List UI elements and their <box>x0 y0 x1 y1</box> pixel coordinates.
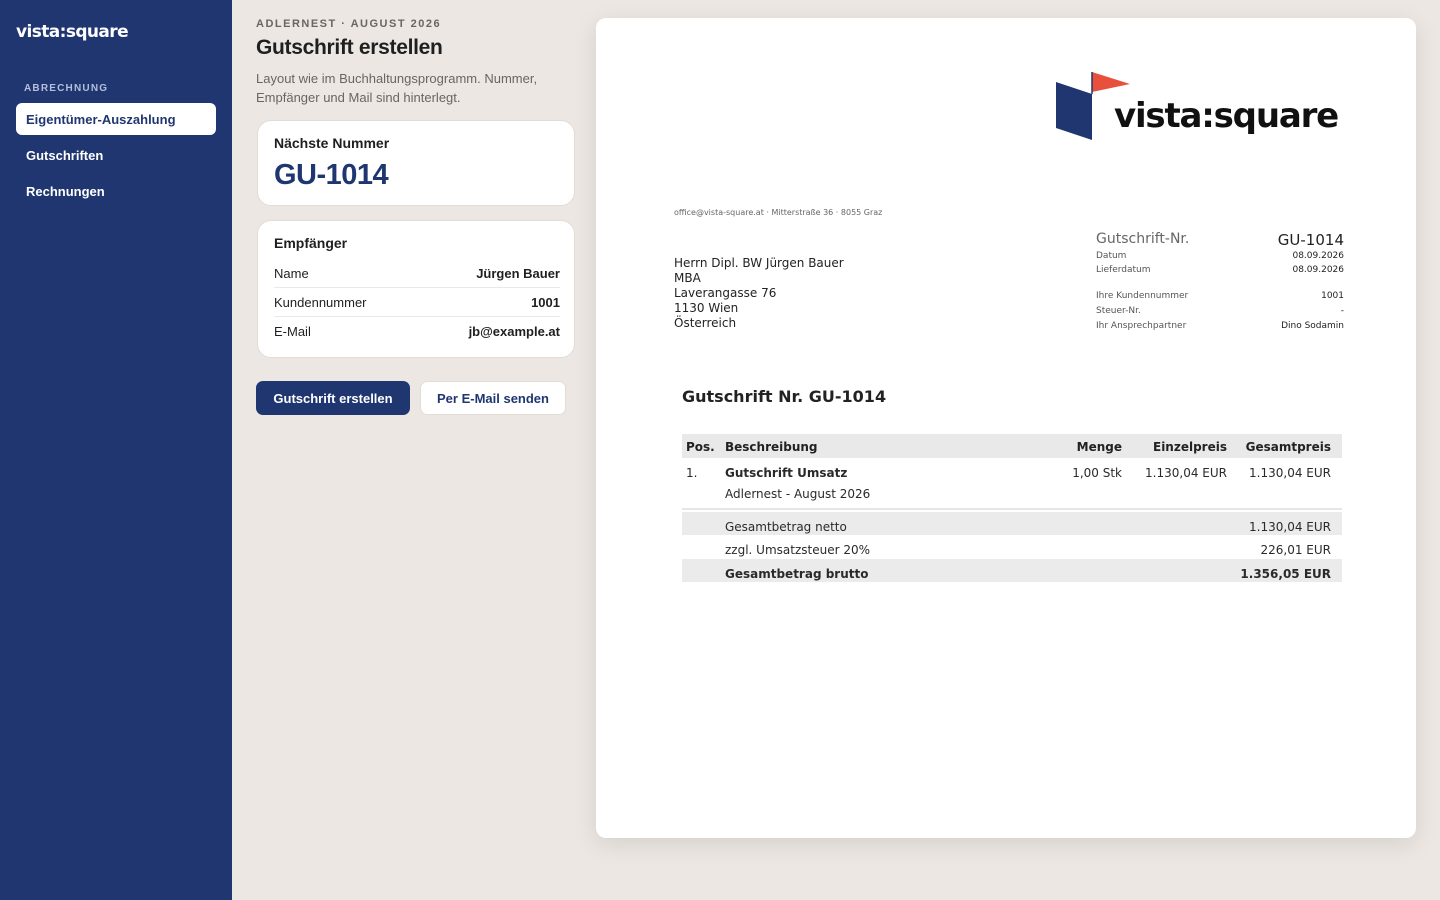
meta-key: Ihr Ansprechpartner <box>1096 321 1187 331</box>
sidebar-item-gutschriften[interactable]: Gutschriften <box>26 147 104 163</box>
column-header-description: Beschreibung <box>725 440 818 454</box>
column-header-unit-price: Einzelpreis <box>1153 440 1227 454</box>
meta-row-tax-number <box>1096 306 1344 316</box>
table-header <box>682 434 1342 458</box>
total-net-label: Gesamtbetrag netto <box>725 520 847 534</box>
total-tax-label: zzgl. Umsatzsteuer 20% <box>725 543 871 557</box>
sender-line: office@vista-square.at · Mitterstraße 36 · 8055 Graz <box>674 208 883 217</box>
recipient-label: Empfänger <box>274 235 348 251</box>
address-line: Herrn Dipl. BW Jürgen Bauer <box>674 256 844 270</box>
recipient-row-email <box>274 317 560 346</box>
meta-key: Ihre Kundennummer <box>1096 291 1189 301</box>
address-line: MBA <box>674 271 701 285</box>
column-header-total: Gesamtpreis <box>1245 440 1331 454</box>
next-number-value: GU-1014 <box>274 159 389 191</box>
line-quantity: 1,00 Stk <box>1072 466 1122 480</box>
sidebar-section-heading: ABRECHNUNG <box>24 83 109 94</box>
column-header-pos: Pos. <box>686 440 715 454</box>
recipient-key: E-Mail <box>274 324 311 339</box>
total-gross-value: 1.356,05 EUR <box>1240 567 1331 581</box>
page-subtitle: Layout wie im Buchhaltungsprogramm. Nummer, Empfänger und Mail sind hinterlegt. <box>256 71 538 105</box>
meta-row-contact <box>1096 321 1344 331</box>
meta-key: Steuer-Nr. <box>1096 306 1141 316</box>
recipient-value: 1001 <box>531 294 560 310</box>
address-line: Österreich <box>674 316 737 330</box>
line-pos: 1. <box>686 466 698 480</box>
total-net-value: 1.130,04 EUR <box>1249 520 1331 534</box>
recipient-card <box>257 220 575 358</box>
meta-row-date <box>1096 251 1344 261</box>
document-number-value: GU-1014 <box>1277 231 1344 249</box>
total-gross-label: Gesamtbetrag brutto <box>725 567 869 581</box>
meta-key: Lieferdatum <box>1096 265 1151 275</box>
meta-value: - <box>1340 306 1344 316</box>
next-number-card <box>257 120 575 206</box>
line-subdescription: Adlernest - August 2026 <box>725 487 871 501</box>
document-number-label: Gutschrift-Nr. <box>1096 231 1190 247</box>
meta-value: 08.09.2026 <box>1292 265 1344 275</box>
page-title: Gutschrift erstellen <box>256 36 443 59</box>
document-title: Gutschrift Nr. GU-1014 <box>682 387 887 406</box>
meta-value: 08.09.2026 <box>1292 251 1344 261</box>
document-logo-text: vista:square <box>1114 96 1338 136</box>
sidebar-item-eigentuemer-auszahlung[interactable]: Eigentümer-Auszahlung <box>16 103 216 135</box>
page-eyebrow: ADLERNEST · AUGUST 2026 <box>256 18 442 30</box>
column-header-quantity: Menge <box>1076 440 1122 454</box>
meta-row-customer-number <box>1096 291 1344 301</box>
meta-value: Dino Sodamin <box>1281 321 1344 331</box>
create-credit-note-button[interactable]: Gutschrift erstellen <box>256 381 410 415</box>
line-unit-price: 1.130,04 EUR <box>1145 466 1227 480</box>
line-total: 1.130,04 EUR <box>1249 466 1331 480</box>
document-number-row <box>1096 231 1344 249</box>
next-number-label: Nächste Nummer <box>274 135 390 151</box>
total-tax-value: 226,01 EUR <box>1260 543 1331 557</box>
divider <box>682 508 1342 510</box>
document-preview <box>596 18 1416 838</box>
brand-logo[interactable]: vista:square <box>16 22 128 42</box>
recipient-row-customer-number <box>274 288 560 317</box>
recipient-value: Jürgen Bauer <box>476 265 560 281</box>
recipient-address <box>674 256 844 331</box>
meta-value: 1001 <box>1321 291 1344 301</box>
sidebar-item-rechnungen[interactable]: Rechnungen <box>26 183 105 199</box>
recipient-value: jb@example.at <box>468 324 560 339</box>
meta-key: Datum <box>1096 251 1127 261</box>
address-line: Laverangasse 76 <box>674 286 777 300</box>
recipient-key: Kundennummer <box>274 294 367 310</box>
recipient-row-name <box>274 259 560 288</box>
meta-row-delivery-date <box>1096 265 1344 275</box>
line-description: Gutschrift Umsatz <box>725 466 848 480</box>
address-line: 1130 Wien <box>674 301 739 315</box>
sidebar <box>0 0 232 900</box>
recipient-key: Name <box>274 265 309 281</box>
send-email-button[interactable]: Per E-Mail senden <box>420 381 566 415</box>
